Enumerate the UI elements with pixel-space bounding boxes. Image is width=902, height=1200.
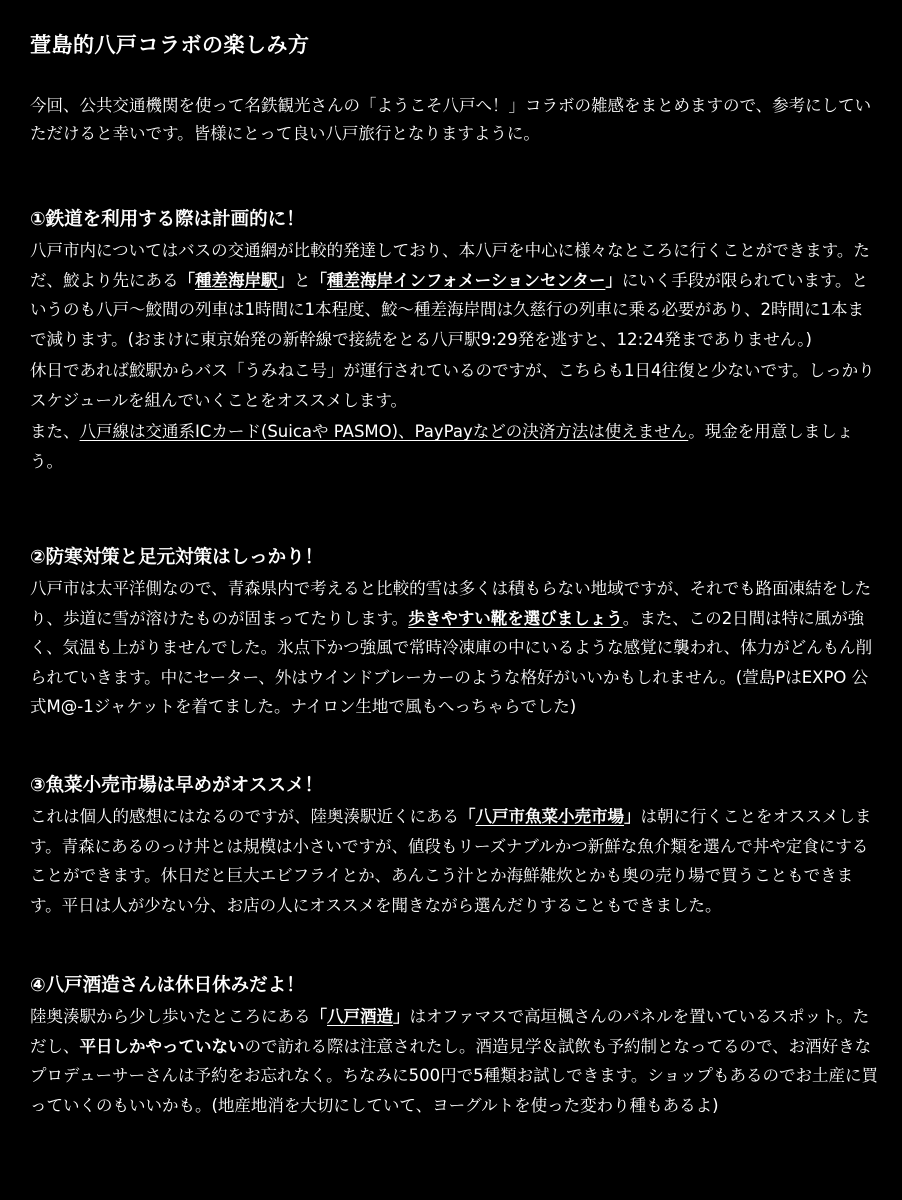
text-run: これは個人的感想にはなるのですが、陸奥湊駅近くにある <box>30 807 459 826</box>
intro-paragraph: 今回、公共交通機関を使って名鉄観光さんの「ようこそ八戸へ！」コラボの雑感をまとめますので、参考にしていただけると幸いです。皆様にとって良い八戸旅行となりますように。 <box>30 96 872 143</box>
text-run: 陸奥湊駅から少し歩いたところにある <box>30 1007 311 1026</box>
bold-text: 「 <box>310 270 327 290</box>
section-paragraph <box>30 417 880 476</box>
emphasized-link-text: 八戸線は交通系ICカード(Suicaや PASMO)、PayPayなどの決済方法は使えません <box>79 422 689 441</box>
section-heading: ④八戸酒造さんは休日休みだよ！ <box>30 975 305 996</box>
section-fish-market <box>30 772 880 920</box>
text-run: と <box>294 270 311 290</box>
section-body <box>30 236 880 476</box>
text-run: にいく手段が限られています。というのも八戸〜鮫間の列車は1時間に1本程度、鮫〜種差海岸間は久慈行の列車に乗る必要があり、2時間に1本まで減ります。(おまけに東京始発の新幹線で接続をとる八戸駅9:29発を逃すと、12:24発までありません。) <box>30 270 869 349</box>
bold-text: 「 <box>310 1007 327 1026</box>
section-body <box>30 802 880 920</box>
emphasized-link-text: 種差海岸駅 <box>195 270 278 290</box>
text-run: 八戸市は太平洋側なので、青森県内で考えると比較的雪は多くは積もらない地域ですが、それでも路面凍結をしたり、歩道に雪が溶けたものが固まってたりします。 <box>30 579 872 628</box>
bold-text: 」 <box>277 270 294 290</box>
bold-text: 」 <box>624 807 641 826</box>
section-heading: ③魚菜小売市場は早めがオススメ！ <box>30 775 323 796</box>
section-railway <box>30 206 880 476</box>
bold-text: 平日しかやっていない <box>79 1036 245 1056</box>
section-paragraph <box>30 574 880 722</box>
section-body <box>30 1002 880 1120</box>
text-run: 八戸市内についてはバスの交通網が比較的発達しており、本八戸を中心に様々なところに行くことができます。ただ、鮫より先にある <box>30 241 870 290</box>
bold-text: 」 <box>393 1007 410 1026</box>
section-body <box>30 574 880 722</box>
text-run: ので訪れる際は注意されたし。酒造見学＆試飲も予約制となってるので、お酒好きなプロデューサーさんは予約をお忘れなく。ちなみに500円で5種類お試しできます。ショップもあるのでお土産に買っていくのもいいかも。(地産地消を大切にしていて、ヨーグルトを使った変わり種もあるよ) <box>30 1036 879 1115</box>
text-run: はオファマスで高垣楓さんのパネルを置いているスポット。ただし、 <box>30 1007 870 1056</box>
section-heading: ①鉄道を利用する際は計画的に！ <box>30 209 305 230</box>
page-title: 萱島的八戸コラボの楽しみ方 <box>30 33 310 57</box>
text-run: また、 <box>30 422 80 441</box>
text-run: 。また、この2日間は特に風が強く、気温も上がりませんでした。氷点下かつ強風で常時冷凍庫の中にいるような感覚に襲われ、体力がどんもん削られていきます。中にセーター、外はウインドブレーカーのような格好がいいかもしれません。(萱島PはEXPO 公式M@-1ジャケットを着てました。ナイロン生地で風もへっちゃらでした) <box>30 608 873 716</box>
section-paragraph <box>30 356 880 415</box>
emphasized-link-text: 八戸市魚菜小売市場 <box>475 807 624 826</box>
bold-text: 」 <box>605 270 622 290</box>
section-brewery <box>30 972 880 1120</box>
bold-text: 「 <box>459 807 476 826</box>
text-run: は朝に行くことをオススメします。青森にあるのっけ丼とは規模は小さいですが、値段もリーズナブルかつ新鮮な魚介類を選んで丼や定食にすることができます。休日だと巨大エビフライとか、あんこう汁とか海鮮雑炊とかも奥の売り場で買うこともできます。平日は人が少ない分、お店の人にオススメを聞きながら選んだりすることもできました。 <box>30 807 872 915</box>
section-paragraph <box>30 1002 880 1120</box>
emphasized-link-text: 八戸酒造 <box>327 1007 393 1026</box>
section-paragraph <box>30 802 880 920</box>
bold-text: 「 <box>178 270 195 290</box>
emphasized-link-text: 歩きやすい靴を選びましょう <box>408 608 623 628</box>
section-heading: ②防寒対策と足元対策はしっかり！ <box>30 547 324 568</box>
text-run: 休日であれば鮫駅からバス「うみねこ号」が運行されているのですが、こちらも1日4往復と少ないです。しっかりスケジュールを組んでいくことをオススメします。 <box>30 361 875 410</box>
emphasized-link-text: 種差海岸インフォメーションセンター <box>327 270 606 290</box>
section-cold-weather <box>30 544 880 722</box>
section-paragraph <box>30 236 880 354</box>
text-run: 。現金を用意しましょう。 <box>30 422 854 471</box>
